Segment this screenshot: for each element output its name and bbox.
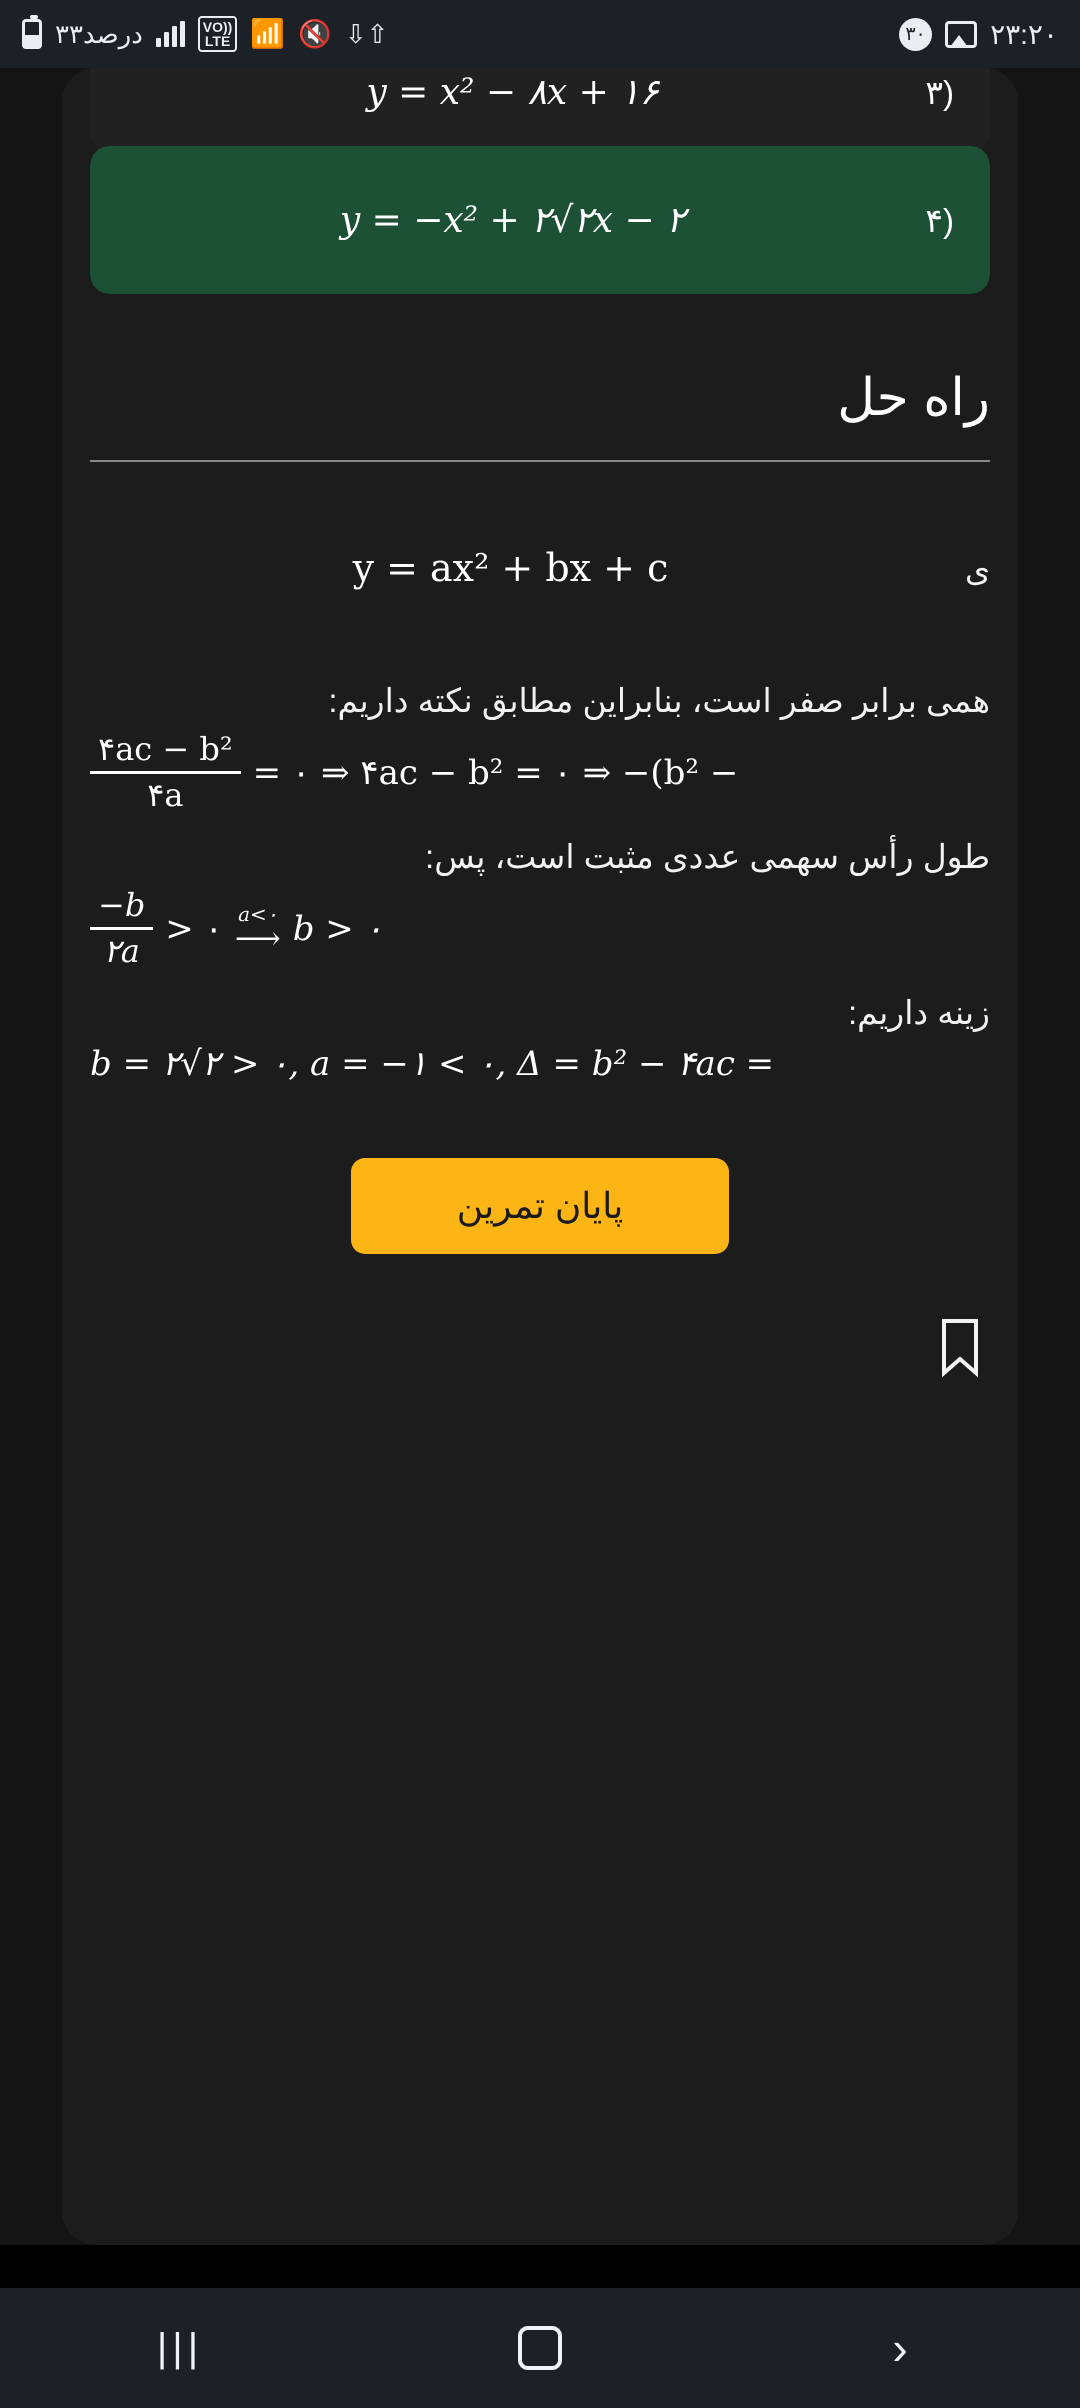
answer-choice-3-formula: y = x² − ۸x + ۱۶: [366, 71, 659, 113]
card-content: [62, 68, 1018, 2245]
status-bar-right: [899, 18, 1058, 51]
vertex-tail: b > ۰: [292, 908, 383, 949]
discriminant-numerator: ۴ac − b²: [98, 731, 233, 768]
discriminant-tail: = ۰ ⇒ ۴ac − b² = ۰ ⇒ −(b² −: [252, 752, 739, 793]
math-final: b = ۲√۲ > ۰, a = −۱ < ۰, Δ = b² − ۴ac =: [90, 1043, 775, 1084]
answer-choice-3[interactable]: [90, 68, 990, 152]
vertex-arrow: a<۰ ⟶: [234, 901, 281, 957]
vertex-numerator: −b: [98, 887, 146, 924]
nav-gap: [0, 2245, 1080, 2288]
solution-step-text-1: همی برابر صفر است، بنابراین مطابق نکته داریم:: [328, 682, 990, 719]
answer-choice-4-formula: y = −x² + ۲√۲x − ۲: [339, 199, 686, 241]
status-bar-left: [22, 16, 388, 52]
system-nav-bar: [0, 2288, 1080, 2408]
signal-bars-icon: [156, 21, 185, 47]
solution-steps: [90, 676, 990, 1102]
recents-button[interactable]: |||: [156, 2325, 204, 2370]
solution-step-text-3: زینه داریم:: [847, 994, 990, 1032]
bluetooth-icon: ⇩⇧: [344, 18, 389, 49]
solution-title: راه حل: [837, 369, 990, 427]
vertex-mid: > ۰: [165, 908, 223, 949]
end-exercise-button[interactable]: پایان تمرین: [351, 1158, 729, 1254]
home-icon: [518, 2326, 562, 2370]
status-bar: [0, 0, 1080, 68]
math-discriminant: [90, 732, 990, 815]
discriminant-denominator: ۴a: [147, 776, 184, 815]
wifi-icon: 📶: [250, 18, 286, 49]
solution-step-text-2: طول رأس سهمی عددی مثبت است، پس:: [425, 838, 990, 876]
general-form-row: [90, 546, 990, 590]
clock-label: ۲۳:۲۰: [990, 18, 1058, 50]
answer-choice-4[interactable]: [90, 146, 990, 294]
general-form-lead: ی: [964, 552, 990, 588]
question-card: [62, 68, 1018, 2245]
general-form-equation: y = ax² + bx + c: [352, 546, 669, 590]
mute-icon: 🔇: [298, 19, 332, 49]
solution-divider: [90, 460, 990, 462]
battery-percent-label: ۳۳درصد: [55, 18, 143, 49]
image-icon: [945, 21, 977, 48]
vertex-denominator: ۲a: [103, 932, 140, 971]
answer-choice-3-tag: (۳: [925, 73, 954, 111]
home-button[interactable]: [465, 2326, 615, 2370]
back-button[interactable]: ›: [892, 2322, 908, 2374]
battery-icon: [22, 19, 42, 49]
answer-choice-4-tag: (۴: [925, 201, 954, 239]
math-vertex: [90, 888, 990, 971]
volte-icon: VO)) LTE: [198, 16, 238, 52]
bookmark-icon[interactable]: [936, 1316, 984, 1378]
notification-count-badge: ۳۰: [899, 18, 932, 51]
vertex-arrow-label: a<۰: [238, 901, 278, 926]
